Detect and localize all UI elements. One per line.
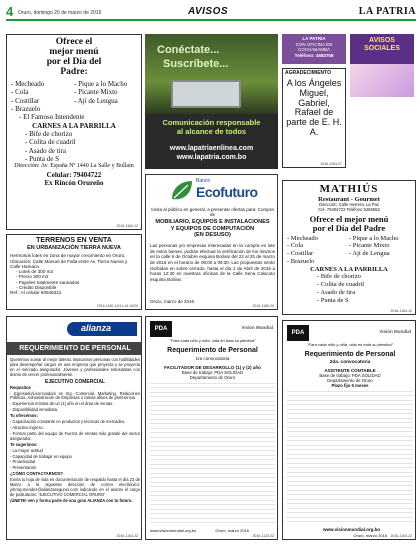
alianza-intro: Queremos sumar al mejor talento. Buscamos personas con habilidades para desempeñar cargos en una empresa que proyecta y se proyecta en el mercado asegurador. Jóvenes y profesionales entusiastas con ánimo de crecer profesionalmente.: [10, 357, 140, 377]
terrenos-title-2: EN URBANIZACIÓN TIERRA NUEVA: [27, 245, 121, 252]
menu-specialty: - El Famoso Intendente: [19, 113, 85, 122]
ecofuturo-body: Las personas y/o empresas interesadas en la compra en lote de estos bienes, podrán efectuar la verificación de los mismos en la calle 6 de Octubre esquina Bolívar del 22 al 25 de marzo de 2016 en el horario de 09:00 a 09:30. Las propuestas serán recibidas en sobre cerrado, hasta el día 2 de Abril de 2016 a horas 12:30 en nuestras oficinas de la Calle Sena Calacoto esquina Bolívar.: [150, 243, 275, 282]
mathius-menu: [283, 233, 415, 266]
vision-date: Oruro, marzo 2016: [215, 528, 249, 533]
vision-fine-print: [287, 391, 413, 525]
newspaper-brand: LA PATRIA: [358, 6, 416, 17]
mathius-subtitle: Restaurant - Gourmet: [318, 195, 380, 203]
office-ad: LA PATRIA CON OFICINA EN COCHABAMBA Teléfono: 4583758: [282, 34, 346, 64]
menu-item: - Brazuelo: [287, 258, 315, 265]
internet-headline-2: Suscríbete...: [163, 58, 229, 70]
agradecimiento-text: A los Ángeles Miguel, Gabriel, Rafael de parte de E. H. A.: [286, 77, 342, 138]
ecofuturo-city: Oruro, marzo de 2016: [150, 299, 195, 304]
ad-code: 2016-1164-12: [390, 308, 412, 313]
menu-address: Dirección: Av. España Nº 1440 La Salle y Bullain: [14, 163, 134, 170]
terrenos-title-1: TERRENOS EN VENTA: [36, 237, 112, 244]
page-header: [6, 5, 416, 21]
menu-ad-title: Ofrece el mejor menú por el Día del Padre:: [46, 37, 102, 77]
internet-headline-1: Conéctate...: [157, 44, 220, 56]
menu-ad-left: [6, 34, 142, 230]
ad-code: 2016-1123-22: [252, 533, 274, 538]
vision-mundial-ad-2: [282, 320, 416, 540]
terrenos-ad: [6, 234, 142, 310]
mathius-offer: Ofrece el mejor menú por el Día del Padre: [309, 213, 389, 233]
ecofuturo-banco: Banco: [196, 178, 211, 184]
vision-quote: "Para cada niño y niña, vida en toda su plenitud": [306, 342, 393, 347]
ecofuturo-headline: MOBILIARIO, EQUIPOS E INSTALACIONES Y EQUIPOS DE COMPUTACIÓN (EN DESUSO): [155, 219, 270, 239]
vision-url[interactable]: www.visionmundial.org.bo: [323, 527, 381, 532]
alianza-position: EJECUTIVO COMERCIAL: [44, 378, 105, 385]
ecofuturo-ad: [145, 174, 278, 310]
menu-carnes-title: CARNES A LA PARRILLA: [32, 121, 116, 130]
mathius-carnes-title: CARNES A LA PARRILLA: [310, 265, 388, 273]
page-date: Oruro, domingo 20 de marzo de 2016: [18, 10, 102, 16]
menu-item: - Costillar: [11, 96, 40, 105]
vision-subtitle: 1ra convocatoria: [195, 356, 230, 361]
menu-item: - Mecheado: [11, 79, 45, 88]
menu-item: - Picante Mixto: [349, 242, 390, 250]
ad-code: 2016-1160-19/11-16-19/20: [96, 303, 138, 308]
vision-title: Requerimiento de Personal: [167, 347, 258, 354]
menu-item: - Picante Mixto: [74, 88, 118, 97]
menu-carnes-list: - Bife de chorizo - Colita de cuadril - Asado de tira - Punta de S: [25, 129, 76, 164]
vision-position: ASISTENTE CONTABLE: [324, 368, 376, 373]
alianza-req-title: Requisitos: [10, 384, 31, 390]
menu-item: - Costillar: [287, 250, 314, 258]
alianza-title: REQUERIMIENTO DE PERSONAL: [7, 342, 142, 355]
mathius-ad: [282, 180, 416, 315]
avisos-sociales-photo: [350, 64, 414, 97]
section-title: AVISOS: [188, 6, 229, 17]
internet-tagline: Comunicación responsable al alcance de todos: [162, 118, 261, 136]
vision-org: Visión Mundial: [379, 329, 411, 334]
menu-item: - Mecheado: [287, 234, 318, 242]
alianza-ad: [6, 316, 142, 540]
alianza-brand: alianza: [81, 323, 112, 333]
page-number: 4: [6, 4, 14, 19]
agradecimiento-ad: [282, 68, 346, 168]
menu-item: - Pique a lo Macho: [349, 234, 399, 242]
vision-date: Oruro, marzo 2016: [353, 533, 387, 538]
vision-base: Base de trabajo: PDA SOLIDAD: [319, 373, 381, 378]
ad-code: 2016-1163-07: [320, 161, 342, 166]
agradecimiento-title: AGRADECIMIENTO: [285, 70, 332, 76]
ad-code: 2016-1163-22: [116, 533, 138, 538]
alianza-apply: Envía tu hoja de vida en documentación de respaldo hasta el día 23 de Marzo a la siguiente dirección de correo electrónico: johnny.mendez@alianzaseguros.com indicando en el asunto el cargo de postulación: 'EJECUTIVO COMERCIAL ORURO': [10, 477, 140, 497]
vision-title: Requerimiento de Personal: [304, 351, 396, 358]
ad-code: 2016-1186-20: [252, 303, 274, 308]
vision-location: Departamento de Oruro: [189, 375, 236, 380]
menu-item: - Cola: [287, 242, 304, 250]
menu-item: - Ají de Lengua: [349, 250, 390, 258]
terrenos-location: Ubicación: Calle Manuel de Falla entre Av. Tierra Nueva y Calle Hamaca: [10, 258, 128, 269]
menu-item: - Ají de Lengua: [74, 96, 118, 105]
vision-location: Departamento de Oruro: [327, 378, 373, 383]
vision-base: Base de trabajo: PDA SOLIDAD: [181, 370, 244, 375]
menu-item: - Brazuelo: [11, 105, 41, 114]
menu-item: - Cola: [11, 88, 29, 97]
mathius-address: Dirección: Calle Herrera, La Paz: [318, 202, 380, 208]
vision-subtitle: 2da. convocatoria: [329, 360, 371, 365]
mathius-title: MATHIÚS: [319, 183, 379, 195]
laptop-icon: [171, 80, 241, 108]
ecofuturo-brand: Ecofuturo: [196, 184, 258, 200]
ecofuturo-intro: Invita al público en general, a presentar ofertas para: Compra de: [151, 207, 274, 218]
internet-ad: [145, 34, 278, 169]
menu-name: Ex Rincón Orureño: [44, 178, 104, 187]
avisos-sociales-ad: AVISOS SOCIALES: [350, 34, 414, 64]
vision-org: Visión Mundial: [241, 325, 273, 330]
vision-plazo: Plazo fijo 6 meses: [331, 383, 369, 388]
mathius-carnes-list: - Bife de chorizo - Colita de cuadril - Asado de tira - Punta de S: [317, 273, 365, 304]
vision-mundial-ad-1: [145, 316, 278, 540]
alianza-logo-area: [7, 317, 142, 341]
ecofuturo-logo-icon: [170, 179, 194, 203]
url-link[interactable]: www.lapatria.com.bo: [176, 154, 247, 162]
menu-phone: Celular: 79404722: [46, 170, 102, 179]
menu-items: [7, 78, 141, 114]
terrenos-lines: - Lotes de 300 m2 - Precio 300 m2 - Papeles totalmente saneados - Crédito Disponible: [16, 269, 80, 291]
alianza-closing: ¡ÚNETE! ven y forma parte de una gran ALIANZA con tu futuro.: [10, 497, 133, 503]
menu-item: - Pique a lo Macho: [74, 79, 128, 88]
url-link[interactable]: www.lapatriaenlinea.com: [169, 145, 254, 152]
alianza-body: Queremos sumar al mejor talento. Buscamos personas con habilidades para desempeñar cargos en una empresa que proyecta y se proyecta en el mercado asegurador. Jóvenes y profesionales entusiastas con ánimo de crecer profesionalmente. EJECUTIVO COMERCIAL Requisitos - Egresado/Licenciado/a en Ing. Comercial, Marketing, Relaciones Públicas, Administración de Empresas o ramas afines de preferencia - Experiencia mínima de un (1) año en el área de ventas. - Disponibilidad inmediata. Tu ofrecemos: - Capacitación constante en productos y técnicas de mercadeo. - Atractivo ingreso. - Formar parte del equipo de Fuerza de Ventas más grande del sector asegurador. Te sugerimos: - La mayor actitud - Capacidad de trabajar en equipo - Proactividad - Presentación ¿CÓMO CONTACTARNOS? Envía tu hoja de vida en documentación de respaldo hasta el día 23 de Marzo a la siguiente dirección de correo electrónico: johnny.mendez@alianzaseguros.com indicando en el asunto el cargo de postulación: 'EJECUTIVO COMERCIAL ORURO' ¡ÚNETE! ven y forma parte de una gran ALIANZA con tu futuro.: [10, 357, 140, 503]
vision-logo-icon: PDA: [287, 325, 309, 341]
ad-code: 2016-1164-12: [116, 223, 138, 228]
internet-urls: [145, 144, 278, 162]
terrenos-intro: Hermosos lotes en zona de mayor crecimiento en Oruro.: [10, 253, 126, 259]
vision-fine-print: [150, 383, 275, 527]
vision-quote: "Para cada niño y niña, vida en toda su plenitud": [169, 338, 256, 343]
vision-program: FACILITADOR DE DESARROLLO (1) y (2) año: [164, 365, 261, 370]
vision-logo-icon: PDA: [150, 321, 172, 337]
ad-code: 2016-1163-22: [390, 533, 412, 538]
terrenos-ref: Ref.: Al celular 60546321: [10, 290, 62, 296]
vision-url[interactable]: www.visionmundial.org.bo: [150, 528, 197, 533]
mathius-phone: Cel. 79404722 Teléfono 5265552: [318, 206, 380, 212]
